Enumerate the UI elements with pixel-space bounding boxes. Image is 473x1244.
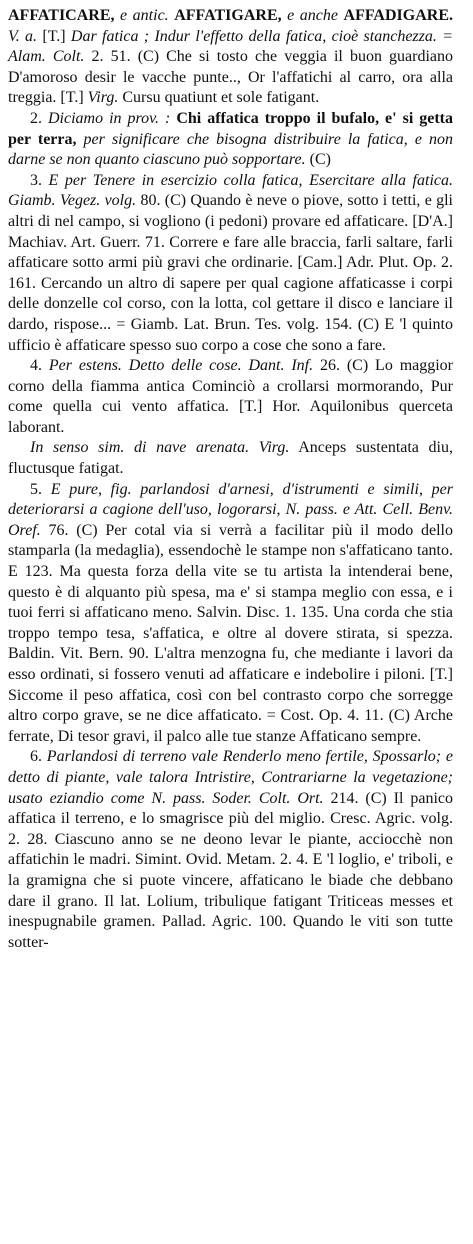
sense-source: (C) — [305, 151, 331, 169]
sense-number: 3. — [30, 171, 42, 189]
citation-source-2: Virg. — [83, 89, 119, 107]
sense-4-sub — [8, 438, 453, 479]
headword: AFFATICARE, — [8, 7, 115, 24]
sense-5 — [8, 480, 453, 748]
sub-sense-lead: In senso sim. di nave arenata. Virg. — [30, 439, 290, 457]
tag-marker: [T.] — [42, 27, 66, 45]
sense-6 — [8, 747, 453, 953]
sense-body: 80. (C) Quando è neve o piove, sotto i tetti, e gli altri di nel campo, si vogliono (i pedoni) provare ed affaticare. [D'A.] Machiav. Art. Guerr. 71. Correre e fare alle braccia, farli saltare, farli affaticare sotto armi più gravi che ordinarie. [Cam.] Adr. Plut. Op. 2. 161. Cercando un altro di sapere per qual cagione affaticasse i corpi delle donzelle col corso, con la lotta, col gettare il disco e lanciare il dardo, rispose... = Giamb. Lat. Brun. Tes. volg. 154. (C) E 'l quinto ufficio è affaticare spesso suo corpo a cose che sono a fare. — [8, 192, 454, 354]
sense-2 — [8, 109, 453, 171]
headword-variant: AFFATIGARE, — [174, 7, 282, 24]
tag-marker-2: [T.] — [60, 89, 84, 107]
sense-body: 214. (C) Il panico affatica il terreno, e lo smagrisce più del miglio. Cresc. Agric. volg. 2. 28. Ciascuno anno se ne deono levar le piante, acciocchè non affatichin le madri. Simint. Ovid. Metam. 2. 4. E 'l loglio, e' triboli, e la gramigna che si puote vincere, affaticano le biade che debbano dare il grano. Il lat. Lolium, tribulique fatigant Triticeas messes et inespugnabile gramen. Pallad. Agric. 100. Quando le viti son tutte sotter- — [8, 789, 453, 951]
sense-lead: Per estens. Detto delle cose. Dant. Inf. — [42, 357, 314, 375]
sense-number: 6. — [30, 748, 42, 766]
sense-gloss: per significare che bisogna distribuire la fatica, e non darne se non quanto ciascuno può sopportare. — [8, 130, 453, 169]
sense-number: 2. — [30, 109, 42, 127]
citation-ref: 2. 51. (C) — [84, 48, 167, 66]
citation-source: Alam. Colt. — [8, 48, 85, 66]
sense-body: 26. (C) Lo maggior corno della fiamma antica Cominciò a crollarsi mormorando, Pur come quella cui vento affatica. [T.] Hor. Aquilonibus querceta laborant. — [8, 357, 454, 436]
citation-text-2: Cursu quatiunt et sole fatigant. — [118, 89, 320, 107]
sense-4 — [8, 356, 453, 438]
sense-lead: E pure, fig. parlandosi d'arnesi, d'istrumenti e simili, per deteriorarsi a cagione dell'uso, logorarsi, N. pass. e Att. Cell. Benv. Oref. — [8, 480, 453, 539]
definition: Dar fatica ; Indur l'effetto della fatica, cioè stanchezza. = — [65, 27, 453, 45]
proverb: Chi affatica troppo il bufalo, e' si getta per terra, — [8, 109, 453, 148]
sub-sense-body: Anceps sustentata diu, fluctusque fatigat. — [8, 439, 453, 478]
sense-lead: E per Tenere in esercizio colla fatica, Esercitare alla fatica. Giamb. Vegez. volg. — [8, 171, 453, 210]
citation-text: Che si tosto che veggia il buon guardiano D'amoroso desir le vacche punte.., Or l'affatichi al carro, ora alla treggia. — [8, 48, 454, 107]
sense-lead: Diciamo in prov. : — [42, 109, 177, 127]
headword-variant-note: e anche — [281, 7, 344, 24]
headword-variant-2: AFFADIGARE. — [343, 7, 453, 24]
sense-number: 5. — [30, 480, 42, 498]
sense-3 — [8, 171, 453, 356]
headword-note: e antic. — [114, 7, 175, 24]
part-of-speech: V. a. — [8, 27, 43, 45]
sense-body: 76. (C) Per cotal via si verrà a facilitar più il modo dello stamparla (la medaglia), essendochè le stampe non s'affaticano tanto. E 123. Ma questa forza della vite se tu artista la intenderai bene, questo è di alquanto più spesa, ma e' si stampa meglio con essa, e i tuoi ferri si affaticano meno. Salvin. Disc. 1. 135. Una corda che stia troppo tempo tesa, s'affatica, e oltre al dovere stirata, si spezza. Baldin. Vit. Bern. 90. L'altra menzogna fu, che mediante i lavori da esso ordinati, si fossero venuti ad affaticare e indebolire i piloni. [T.] Siccome il peso affatica, così con bel contrasto corpo che sorregge altro corpo grave, se ne dice affaticato. = Cost. Op. 4. 11. (C) Arche ferrate, Di tesor gravi, il palco alle tue stanze Affaticano sempre. — [8, 521, 453, 745]
entry-heading-paragraph — [8, 6, 453, 109]
sense-number: 4. — [30, 357, 42, 375]
sense-lead: Parlandosi di terreno vale Renderlo meno fertile, Spossarlo; e detto di piante, vale talora Intristire, Contrariarne la vegetazione; usato eziandio come N. pass. Soder. Colt. Ort. — [8, 748, 453, 807]
